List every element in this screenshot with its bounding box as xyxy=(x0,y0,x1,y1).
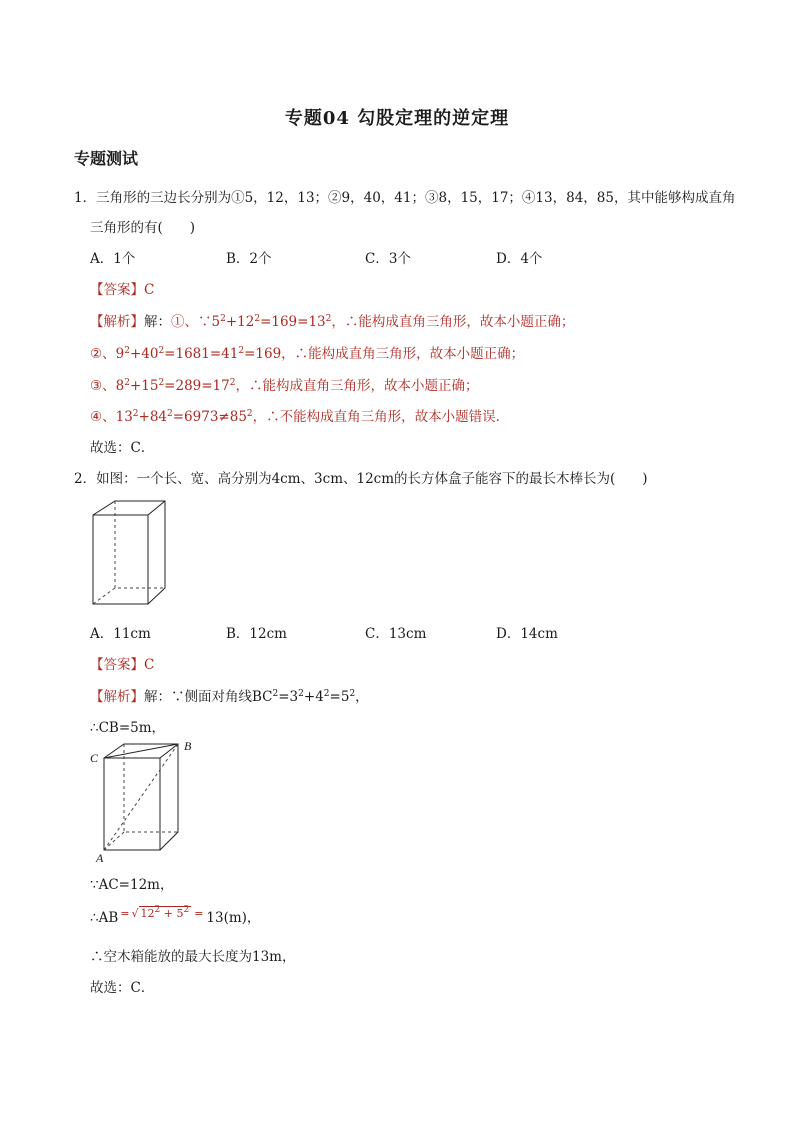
q2-ab: ∴AB = $^{√ 12^2 + 5^2}$ = 13(m)， xyxy=(90,905,261,926)
q1-option-d[interactable]: D．4个 xyxy=(496,251,543,267)
q2-stem-text: 如图：一个长、宽、高分别为4cm、3cm、12cm的长方体盒子能容下的最长木棒长为( ) xyxy=(96,471,648,487)
label-c: C xyxy=(90,751,99,765)
q1-analysis-intro: 解： xyxy=(144,314,171,330)
q2-option-c[interactable]: C．13cm xyxy=(365,626,427,642)
q1-conclusion: 故选：C． xyxy=(90,440,155,456)
q2-stem xyxy=(74,467,648,487)
q2-max-length: ∴空木箱能放的最大长度为13m， xyxy=(90,949,296,965)
q2-solution-figure xyxy=(86,738,198,864)
section-heading: 专题测试 xyxy=(74,149,139,168)
label-b: B xyxy=(184,739,192,753)
q1-option-c[interactable]: C．3个 xyxy=(365,251,411,267)
q1-options xyxy=(90,247,730,267)
q1-answer xyxy=(90,278,154,298)
q1-step3: ③、$8^2+15^2=289=17^2$，∴能构成直角三角形，故本小题正确； xyxy=(90,378,479,394)
q2-option-d[interactable]: D．14cm xyxy=(496,626,558,642)
q2-options xyxy=(90,622,730,642)
q1-stem-line2: 三角形的有( ) xyxy=(90,220,196,236)
q1-answer-value: C xyxy=(144,282,155,298)
q2-cb: ∴CB=5m， xyxy=(90,720,166,736)
q1-step1: ①、$\because 5^2+12^2=169=13^2$，∴能构成直角三角形，故本小题正确； xyxy=(171,314,575,330)
q1-stem-line1 xyxy=(74,186,735,206)
q2-answer xyxy=(90,653,154,673)
q1-step4: ④、$13^2+84^2=6973\ne 85^2$，∴不能构成直角三角形，故本小题错误． xyxy=(90,409,510,425)
q2-analysis-line1: 【解析】解：∵侧面对角线$BC^2=3^2+4^2=5^2$， xyxy=(90,689,369,705)
q2-box-figure xyxy=(88,498,173,610)
q1-analysis-line1 xyxy=(90,310,574,330)
q2-answer-label: 【答案】 xyxy=(90,657,144,673)
q1-option-b[interactable]: B．2个 xyxy=(226,251,272,267)
page-title: 专题04 勾股定理的逆定理 xyxy=(284,108,510,129)
q1-answer-label: 【答案】 xyxy=(90,282,144,298)
q1-option-a[interactable]: A．1个 xyxy=(90,251,136,267)
q1-analysis-label: 【解析】 xyxy=(90,314,144,330)
q2-option-a[interactable]: A．11cm xyxy=(90,626,151,642)
q1-step2: ②、$9^2+40^2=1681=41^2=169$，∴能构成直角三角形，故本小题正确； xyxy=(90,346,525,362)
q2-option-b[interactable]: B．12cm xyxy=(226,626,287,642)
q2-conclusion: 故选：C． xyxy=(90,980,155,996)
label-a: A xyxy=(96,851,104,864)
q2-analysis-label: 【解析】 xyxy=(90,689,144,705)
q2-answer-value: C xyxy=(144,657,155,673)
q1-number: 1． xyxy=(74,190,97,206)
q2-number: 2． xyxy=(74,471,97,487)
q2-ac: ∵AC=12m， xyxy=(90,877,174,893)
q1-stem-text1: 三角形的三边长分别为①5，12，13；②9，40，41；③8，15，17；④13，84，85，其中能够构成直角 xyxy=(96,190,736,206)
